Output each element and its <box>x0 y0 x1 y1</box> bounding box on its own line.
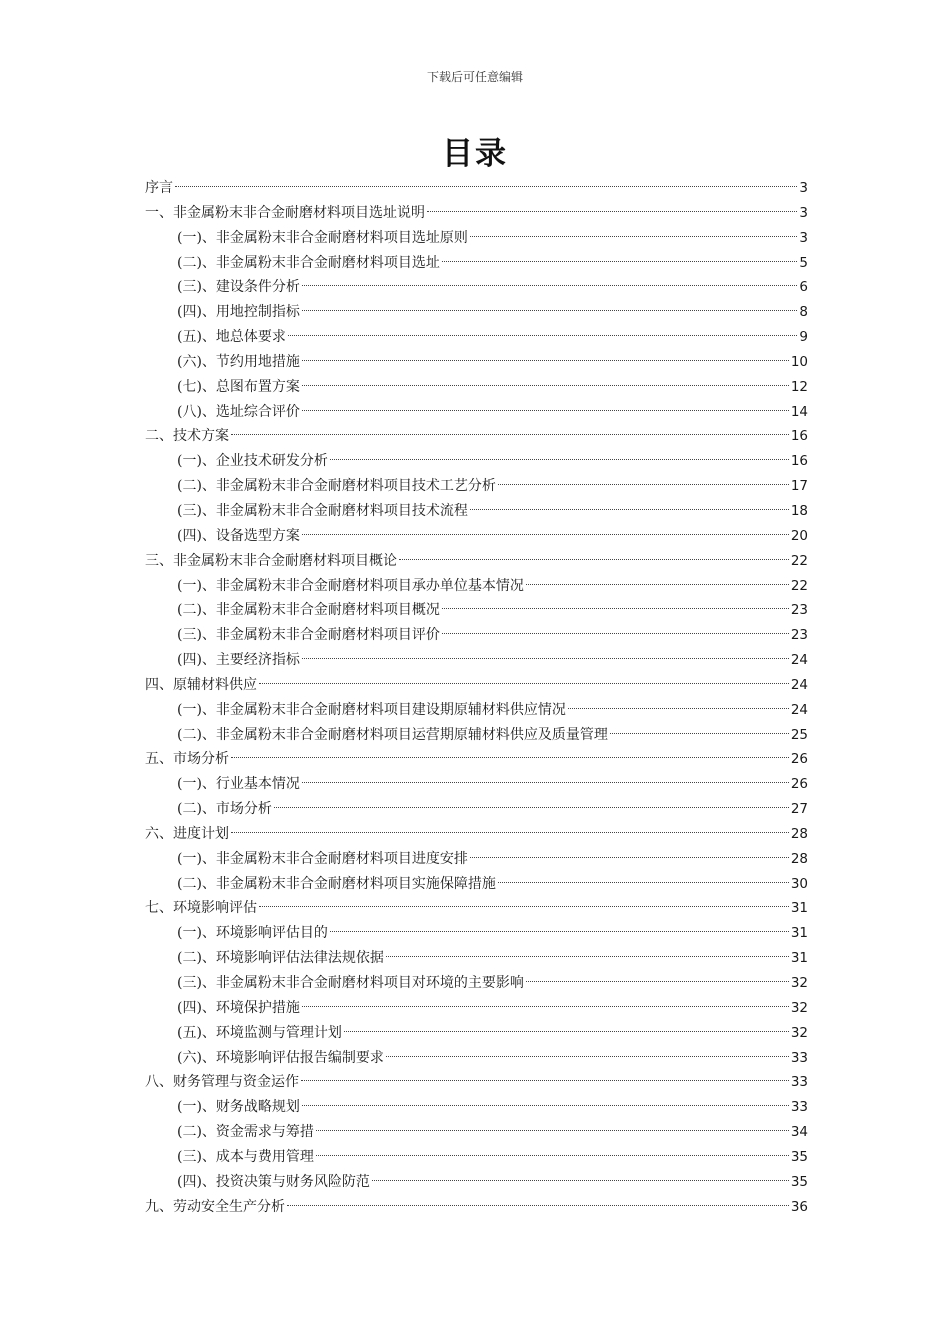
toc-page-number: 9 <box>799 329 808 346</box>
dot-leader <box>302 658 789 659</box>
toc-entry-title: (一)、环境影响评估目的 <box>177 925 328 942</box>
dot-leader <box>288 335 797 336</box>
toc-page-number: 32 <box>790 975 808 991</box>
dot-leader <box>427 211 797 212</box>
toc-entry-title: 一、非金属粉末非合金耐磨材料项目选址说明 <box>145 204 425 221</box>
toc-section-entry[interactable] <box>145 872 808 897</box>
toc-entry-title: (二)、资金需求与筹措 <box>177 1124 314 1141</box>
toc-section-entry[interactable] <box>145 723 808 748</box>
toc-section-entry[interactable] <box>145 1095 808 1120</box>
toc-entry-title: (四)、主要经济指标 <box>177 652 300 669</box>
toc-entry-title: 五、市场分析 <box>145 751 229 768</box>
toc-chapter-entry[interactable] <box>145 1070 808 1095</box>
toc-chapter-entry[interactable] <box>145 424 808 449</box>
toc-page-number: 20 <box>790 527 808 544</box>
dot-leader <box>372 1180 789 1181</box>
toc-section-entry[interactable] <box>145 648 808 673</box>
toc-entry-title: (一)、非金属粉末非合金耐磨材料项目建设期原辅材料供应情况 <box>177 701 566 718</box>
toc-page-number: 24 <box>790 652 808 669</box>
toc-entry-title: 序言 <box>145 180 173 196</box>
toc-page-number: 26 <box>790 776 808 793</box>
toc-entry-title: (二)、非金属粉末非合金耐磨材料项目选址 <box>177 254 440 271</box>
toc-page-number: 34 <box>790 1124 808 1141</box>
toc-section-entry[interactable] <box>145 574 808 599</box>
toc-page-number: 22 <box>790 552 808 569</box>
dot-leader <box>568 708 789 709</box>
toc-entry-title: (四)、环境保护措施 <box>177 999 300 1016</box>
toc-entry-title: (二)、非金属粉末非合金耐磨材料项目技术工艺分析 <box>177 478 496 495</box>
toc-section-entry[interactable] <box>145 474 808 499</box>
toc-entry-title: (七)、总图布置方案 <box>177 378 300 395</box>
toc-page-number: 28 <box>790 825 808 842</box>
toc-entry-title: 八、财务管理与资金运作 <box>145 1074 299 1091</box>
toc-entry-title: (六)、环境影响评估报告编制要求 <box>177 1049 384 1066</box>
toc-page-number: 32 <box>790 999 808 1016</box>
toc-section-entry[interactable] <box>145 251 808 276</box>
toc-chapter-entry[interactable] <box>145 822 808 847</box>
toc-section-entry[interactable] <box>145 1046 808 1071</box>
toc-page-number: 32 <box>790 1024 808 1041</box>
toc-section-entry[interactable] <box>145 1021 808 1046</box>
toc-page-number: 27 <box>790 801 808 818</box>
toc-entry-title: 七、环境影响评估 <box>145 900 257 917</box>
dot-leader <box>302 410 789 411</box>
toc-page-number: 3 <box>799 229 808 246</box>
toc-section-entry[interactable] <box>145 623 808 648</box>
page-title: 目录 <box>442 136 508 172</box>
toc-page-number: 35 <box>790 1173 808 1190</box>
toc-entry-title: (四)、投资决策与财务风险防范 <box>177 1173 370 1190</box>
dot-leader <box>526 981 789 982</box>
toc-entry-title: 二、技术方案 <box>145 428 229 445</box>
dot-leader <box>330 459 789 460</box>
toc-section-entry[interactable] <box>145 449 808 474</box>
toc-page-number: 14 <box>790 403 808 420</box>
toc-section-entry[interactable] <box>145 325 808 350</box>
toc-page-number: 25 <box>790 726 808 743</box>
toc-section-entry[interactable] <box>145 946 808 971</box>
toc-entry-title: (一)、财务战略规划 <box>177 1099 300 1116</box>
dot-leader <box>386 1056 789 1057</box>
toc-section-entry[interactable] <box>145 1120 808 1145</box>
dot-leader <box>274 807 789 808</box>
toc-section-entry[interactable] <box>145 772 808 797</box>
dot-leader <box>470 509 789 510</box>
toc-chapter-entry[interactable] <box>145 201 808 226</box>
dot-leader <box>316 1155 789 1156</box>
toc-page-number: 6 <box>799 279 808 296</box>
dot-leader <box>302 1105 789 1106</box>
toc-entry-title: 四、原辅材料供应 <box>145 676 257 693</box>
toc-section-entry[interactable] <box>145 698 808 723</box>
toc-chapter-entry[interactable] <box>145 176 808 201</box>
dot-leader <box>302 310 797 311</box>
dot-leader <box>442 633 789 634</box>
toc-entry-title: (四)、用地控制指标 <box>177 304 300 321</box>
toc-chapter-entry[interactable] <box>145 673 808 698</box>
toc-entry-title: (一)、非金属粉末非合金耐磨材料项目选址原则 <box>177 229 468 246</box>
toc-section-entry[interactable] <box>145 598 808 623</box>
dot-leader <box>287 1205 789 1206</box>
toc-page-number: 30 <box>790 875 808 892</box>
toc-section-entry[interactable] <box>145 350 808 375</box>
toc-chapter-entry[interactable] <box>145 1195 808 1220</box>
toc-page-number: 16 <box>790 453 808 470</box>
toc-page-number: 36 <box>790 1198 808 1215</box>
toc-entry-title: (二)、非金属粉末非合金耐磨材料项目概况 <box>177 602 440 619</box>
toc-page-number: 24 <box>790 676 808 693</box>
toc-entry-title: (三)、建设条件分析 <box>177 279 300 296</box>
toc-page-number: 22 <box>790 577 808 594</box>
dot-leader <box>316 1130 789 1131</box>
toc-entry-title: 三、非金属粉末非合金耐磨材料项目概论 <box>145 552 397 569</box>
toc-page-number: 31 <box>790 925 808 942</box>
toc-entry-title: (一)、行业基本情况 <box>177 776 300 793</box>
dot-leader <box>302 534 789 535</box>
dot-leader <box>330 931 789 932</box>
dot-leader <box>175 186 797 187</box>
toc-entry-title: 九、劳动安全生产分析 <box>145 1198 285 1215</box>
toc-page-number: 5 <box>799 254 808 271</box>
dot-leader <box>526 584 789 585</box>
toc-section-entry[interactable] <box>145 921 808 946</box>
toc-section-entry[interactable] <box>145 1170 808 1195</box>
toc-page-number: 3 <box>799 204 808 221</box>
toc-section-entry[interactable] <box>145 971 808 996</box>
header-note: 下载后可任意编辑 <box>426 70 523 84</box>
toc-page-number: 33 <box>790 1049 808 1066</box>
toc-entry-title: (五)、环境监测与管理计划 <box>177 1024 342 1041</box>
toc-page-number: 23 <box>790 602 808 619</box>
toc-page-number: 26 <box>790 751 808 768</box>
dot-leader <box>259 683 789 684</box>
dot-leader <box>259 906 789 907</box>
toc-section-entry[interactable] <box>145 797 808 822</box>
toc-section-entry[interactable] <box>145 226 808 251</box>
dot-leader <box>301 1080 789 1081</box>
dot-leader <box>302 782 789 783</box>
toc-page-number: 28 <box>790 850 808 867</box>
toc-entry-title: (三)、非金属粉末非合金耐磨材料项目评价 <box>177 627 440 644</box>
toc-entry-title: (一)、非金属粉末非合金耐磨材料项目承办单位基本情况 <box>177 577 524 594</box>
toc-page-number: 18 <box>790 502 808 519</box>
dot-leader <box>302 1006 789 1007</box>
toc-page-number: 33 <box>790 1074 808 1091</box>
dot-leader <box>302 285 797 286</box>
toc-section-entry[interactable] <box>145 300 808 325</box>
toc-page-number: 8 <box>799 304 808 321</box>
toc-entry-title: 六、进度计划 <box>145 825 229 842</box>
toc-section-entry[interactable] <box>145 847 808 872</box>
toc-section-entry[interactable] <box>145 996 808 1021</box>
toc-entry-title: (三)、成本与费用管理 <box>177 1148 314 1165</box>
toc-page-number: 33 <box>790 1099 808 1116</box>
toc-chapter-entry[interactable] <box>145 549 808 574</box>
table-of-contents <box>145 176 808 1219</box>
toc-section-entry[interactable] <box>145 1145 808 1170</box>
toc-section-entry[interactable] <box>145 499 808 524</box>
dot-leader <box>498 882 789 883</box>
toc-page-number: 31 <box>790 900 808 917</box>
toc-page-number: 12 <box>790 378 808 395</box>
dot-leader <box>231 757 789 758</box>
toc-page-number: 10 <box>790 353 808 370</box>
toc-page-number: 31 <box>790 950 808 967</box>
toc-entry-title: (二)、非金属粉末非合金耐磨材料项目运营期原辅材料供应及质量管理 <box>177 726 608 743</box>
dot-leader <box>470 857 789 858</box>
toc-entry-title: (八)、选址综合评价 <box>177 403 300 420</box>
dot-leader <box>344 1031 789 1032</box>
dot-leader <box>498 484 789 485</box>
dot-leader <box>231 434 789 435</box>
dot-leader <box>470 236 797 237</box>
toc-chapter-entry[interactable] <box>145 747 808 772</box>
toc-chapter-entry[interactable] <box>145 896 808 921</box>
toc-entry-title: (二)、市场分析 <box>177 801 272 818</box>
dot-leader <box>386 956 789 957</box>
toc-page-number: 24 <box>790 701 808 718</box>
toc-page-number: 16 <box>790 428 808 445</box>
toc-entry-title: (四)、设备选型方案 <box>177 527 300 544</box>
dot-leader <box>302 360 789 361</box>
toc-entry-title: (一)、企业技术研发分析 <box>177 453 328 470</box>
toc-entry-title: (二)、环境影响评估法律法规依据 <box>177 950 384 967</box>
dot-leader <box>610 733 789 734</box>
toc-section-entry[interactable] <box>145 275 808 300</box>
toc-entry-title: (六)、节约用地措施 <box>177 353 300 370</box>
dot-leader <box>231 832 789 833</box>
toc-section-entry[interactable] <box>145 524 808 549</box>
dot-leader <box>302 385 789 386</box>
toc-entry-title: (三)、非金属粉末非合金耐磨材料项目对环境的主要影响 <box>177 975 524 991</box>
dot-leader <box>399 559 789 560</box>
toc-section-entry[interactable] <box>145 400 808 425</box>
toc-entry-title: (五)、地总体要求 <box>177 329 286 346</box>
dot-leader <box>442 261 797 262</box>
toc-section-entry[interactable] <box>145 375 808 400</box>
toc-page-number: 17 <box>790 478 808 495</box>
toc-page-number: 35 <box>790 1148 808 1165</box>
toc-page-number: 23 <box>790 627 808 644</box>
toc-entry-title: (三)、非金属粉末非合金耐磨材料项目技术流程 <box>177 502 468 519</box>
toc-entry-title: (二)、非金属粉末非合金耐磨材料项目实施保障措施 <box>177 875 496 892</box>
toc-page-number: 3 <box>799 180 808 196</box>
dot-leader <box>442 608 789 609</box>
toc-entry-title: (一)、非金属粉末非合金耐磨材料项目进度安排 <box>177 850 468 867</box>
